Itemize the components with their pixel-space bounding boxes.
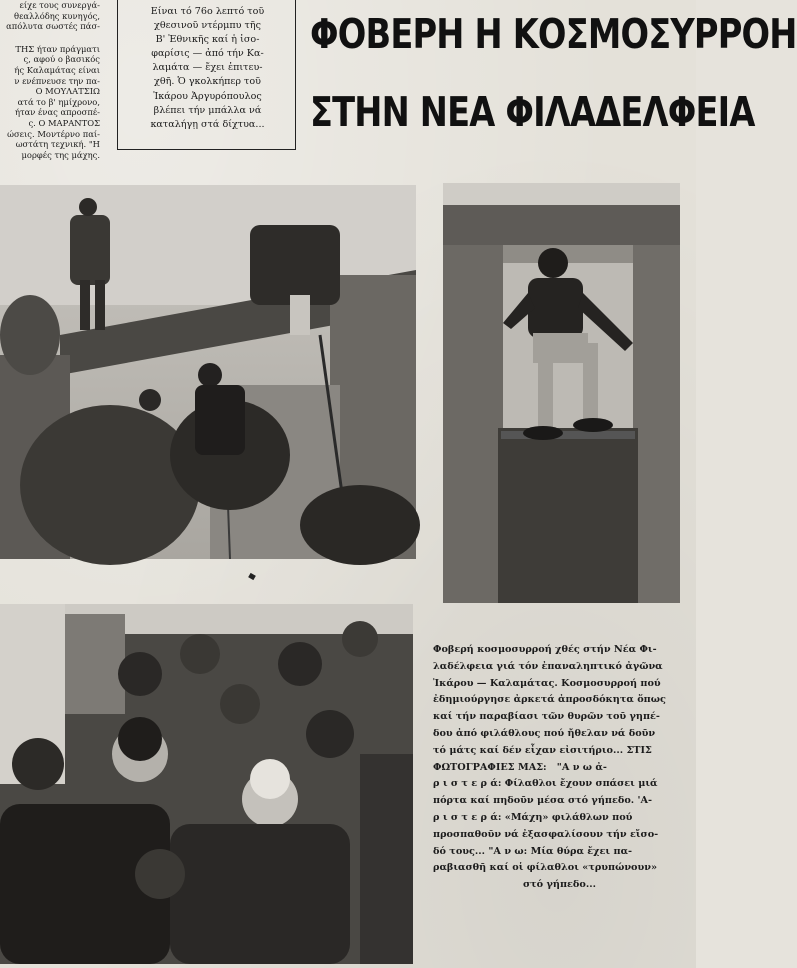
left-fragment: ής Καλαμάτας είναι <box>14 64 100 75</box>
left-fragment: μορφές της μάχης. <box>21 149 100 160</box>
photo-caption <box>433 642 686 942</box>
boxed-line: λαμάτα — ἔχει ἐπιτευ- <box>152 62 263 74</box>
boxed-line: βλέπει τήν μπάλλα νά <box>153 104 262 116</box>
boxed-line: χθεσινοῦ ντέρμπυ τῆς <box>154 20 261 32</box>
left-fragment: ν ενέπνευσε την πα- <box>14 75 100 86</box>
caption-line: ραβιασθῆ καί οἱ φίλαθλοι «τρυπώνουν» <box>433 862 657 874</box>
caption-line: Ἰκάρου — Καλαμάτας. Κοσμοσυρροή πού <box>433 677 661 689</box>
left-fragment: ώσεις. Μοντέρνο παί- <box>7 128 100 139</box>
left-fragment: ήταν ένας απροσπέ- <box>14 107 100 118</box>
boxed-line: χθῆ. Ὁ γκολκήπερ τοῦ <box>154 76 261 88</box>
boxed-article <box>117 0 296 150</box>
caption-line: ρ ι σ τ ε ρ ά: Φίλαθλοι ἔχουν σπάσει μιά <box>433 778 658 790</box>
left-fragment: ωστάτη τεχνική. "Η <box>15 139 100 150</box>
photo-fans-climbing-gate <box>0 185 416 559</box>
left-fragment: θεαλλόδης κυνηγός, <box>14 10 100 21</box>
boxed-line: φαρίσις — ἀπό τήν Κα- <box>151 48 264 60</box>
caption-line: στό γήπεδο... <box>523 879 596 891</box>
caption-line: τό μάτς καί δέν εἶχαν εἰσιτήριο... ΣΤΙΣ <box>433 744 652 756</box>
headline-line-2: ΣΤΗΝ ΝΕΑ ΦΙΛΑΔΕΛΦΕΙΑ <box>310 88 755 136</box>
left-fragment: ς. Ο ΜΑΡΑΝΤΟΣ <box>28 117 100 128</box>
caption-line: καί τήν παραβίασι τῶν θυρῶν τοῦ γηπέ- <box>433 711 660 723</box>
boxed-line: Β' Ἐθνικῆς καί ἡ ἰσο- <box>155 34 260 46</box>
caption-heading: ΦΩΤΟΓΡΑΦΙΕΣ ΜΑΣ: <box>433 761 547 773</box>
boxed-line: Είναι τό 76ο λεπτό τοῦ <box>150 6 265 17</box>
caption-line: προσπαθοῦν νά ἐξασφαλίσουν τήν εἴσο- <box>433 828 659 840</box>
caption-line: λαδέλφεια γιά τόν ἐπαναληπτικό ἀγῶνα <box>433 660 663 672</box>
headline <box>310 10 797 136</box>
left-fragment: είχε τους συνεργά- <box>19 0 100 10</box>
left-article-column <box>0 0 104 160</box>
headline-line-1: ΦΟΒΕΡΗ Η ΚΟΣΜΟΣΥΡΡΟΗ <box>310 10 797 58</box>
photo-fan-jumping-door <box>443 183 680 603</box>
caption-line: ρ ι σ τ ε ρ ά: «Μάχη» φιλάθλων πού <box>433 811 633 823</box>
left-fragment: Ο ΜΟΥΛΑΤΣΙΩ <box>35 86 100 97</box>
boxed-line: καταλήγῃ στά δίχτυα... <box>150 118 265 130</box>
left-fragment: ΤΗΣ ήταν πράγματι <box>15 43 100 54</box>
caption-line: ἐδημιούργησε ἀρκετά ἀπροσδόκητα ὅπως <box>433 694 666 706</box>
caption-line: δό τους... "Α ν ω: Μία θύρα ἔχει πα- <box>433 845 633 857</box>
caption-line <box>433 760 686 777</box>
left-fragment: ατά το β' ημίχρονο, <box>17 96 100 107</box>
left-fragment: ς, αφού ο βασικός <box>23 54 100 65</box>
caption-label: "Α ν ω ἀ- <box>556 761 607 773</box>
caption-line: δου ἀπό φιλάθλους πού ἤθελαν νά δοῦν <box>433 727 656 739</box>
photo-crowd-crush <box>0 604 413 964</box>
boxed-line: Ἰκάρου Ἀργυρόπουλος <box>153 90 262 102</box>
caption-line: πόρτα καί πηδοῦν μέσα στό γήπεδο. 'Α- <box>433 795 653 807</box>
caption-line: Φοβερή κοσμοσυρροή χθές στήν Νέα Φι- <box>433 644 657 655</box>
left-fragment: απόλυτα σωστές πάσ- <box>6 21 100 32</box>
